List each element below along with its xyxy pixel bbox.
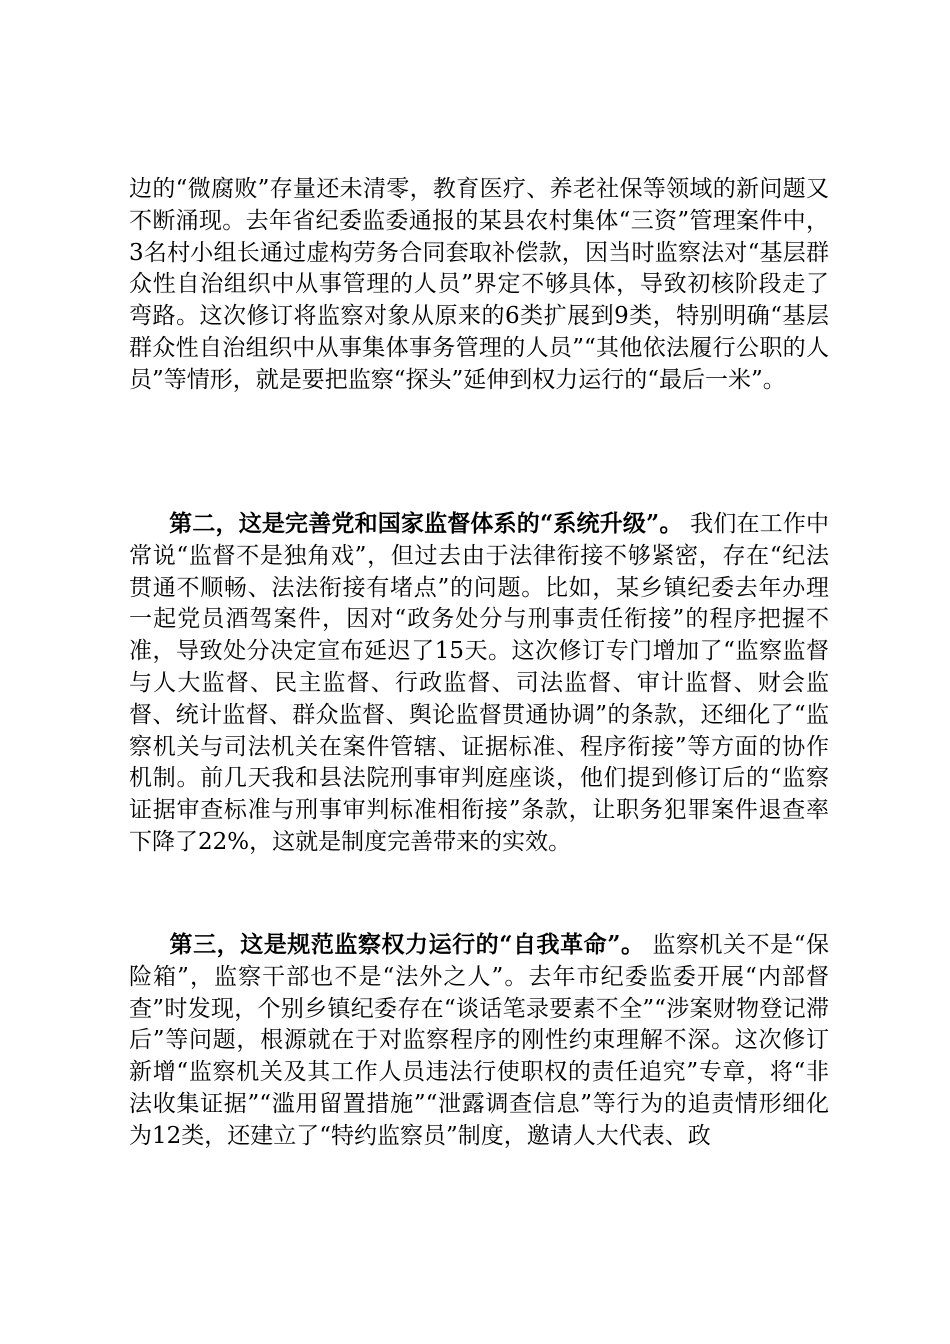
paragraph-3-heading: 第三，这是规范监察权力运行的“自我革命”。 <box>169 931 645 958</box>
paragraph-2-body: 我们在工作中常说“监督不是独角戏”，但过去由于法律衔接不够紧密，存在“纪法贯通不顺畅、法法衔接有堵点”的问题。比如，某乡镇纪委去年办理一起党员酒驾案件，因对“政务处分与刑事责任衔接”的程序把握不准，导致处分决定宣布延迟了15天。这次修订专门增加了“监察监督与人大监督、民主监督、行政监督、司法监督、审计监督、财会监督、统计监督、群众监督、舆论监督贯通协调”的条款，还细化了“监察机关与司法机关在案件管辖、证据标准、程序衔接”等方面的协作机制。前几天我和县法院刑事审判庭座谈，他们提到修订后的“监察证据审查标准与刑事审判标准相衔接”条款，让职务犯罪案件退查率下降了22%，这就是制度完善带来的实效。 <box>129 511 830 855</box>
paragraph-3 <box>129 929 829 1153</box>
paragraph-3-body: 监察机关不是“保险箱”，监察干部也不是“法外之人”。去年市纪委监委开展“内部督查”时发现，个别乡镇纪委存在“谈话笔录要素不全”“涉案财物登记滞后”等问题，根源就在于对监察程序的刚性约束理解不深。这次修订新增“监察机关及其工作人员违法行使职权的责任追究”专章，将“非法收集证据”“滥用留置措施”“泄露调查信息”等行为的追责情形细化为12类，还建立了“特约监察员”制度，邀请人大代表、政 <box>129 932 830 1149</box>
paragraph-1 <box>129 174 829 397</box>
paragraph-2 <box>129 508 829 859</box>
paragraph-2-heading: 第二，这是完善党和国家监督体系的“系统升级”。 <box>169 510 683 537</box>
paragraph-1-body: 边的“微腐败”存量还未清零，教育医疗、养老社保等领域的新问题又不断涌现。去年省纪委监委通报的某县农村集体“三资”管理案件中，3名村小组长通过虚构劳务合同套取补偿款，因当时监察法对“基层群众性自治组织中从事管理的人员”界定不够具体，导致初核阶段走了弯路。这次修订将监察对象从原来的6类扩展到9类，特别明确“基层群众性自治组织中从事集体事务管理的人员”“其他依法履行公职的人员”等情形，就是要把监察“探头”延伸到权力运行的“最后一米”。 <box>129 176 829 393</box>
